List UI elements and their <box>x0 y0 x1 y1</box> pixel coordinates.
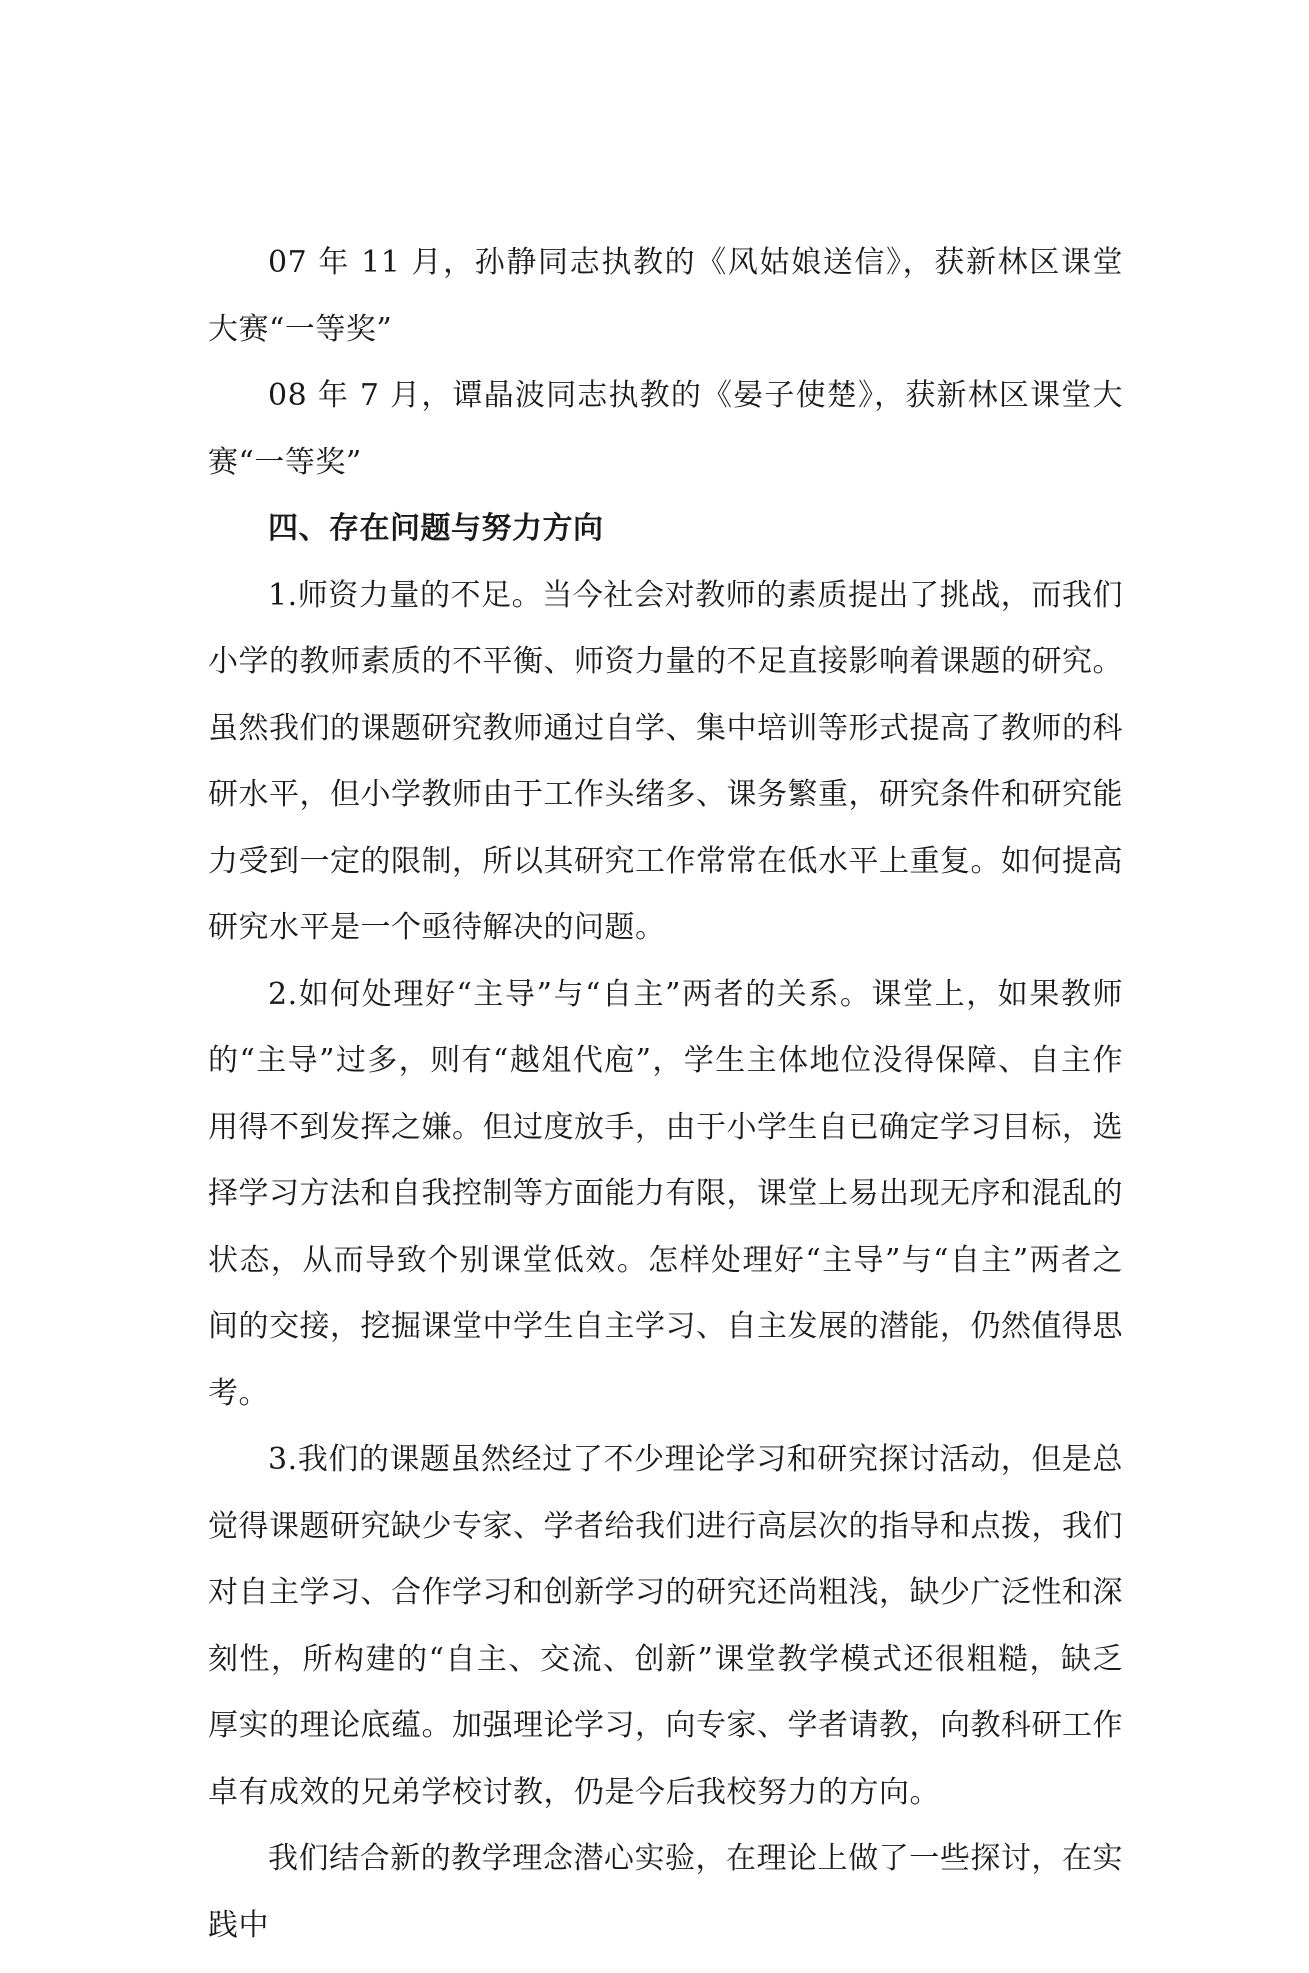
problem-item-2: 2.如何处理好“主导”与“自主”两者的关系。课堂上，如果教师的“主导”过多，则有“越俎代庖”，学生主体地位没得保障、自主作用得不到发挥之嫌。但过度放手，由于小学生自已确定学习目标，选择学习方法和自我控制等方面能力有限，课堂上易出现无序和混乱的状态，从而导致个别课堂低效。怎样处理好“主导”与“自主”两者之间的交接，挖掘课堂中学生自主学习、自主发展的潜能，仍然值得思考。 <box>208 976 1123 1411</box>
section-heading: 四、存在问题与努力方向 <box>268 511 604 546</box>
award-paragraph-1: 07 年 11 月，孙静同志执教的《风姑娘送信》，获新林区课堂大赛“一等奖” <box>208 245 1123 347</box>
award-paragraph-2: 08 年 7 月，谭晶波同志执教的《晏子使楚》，获新林区课堂大赛“一等奖” <box>208 378 1123 480</box>
problem-item-3: 3.我们的课题虽然经过了不少理论学习和研究探讨活动，但是总觉得课题研究缺少专家、学者给我们进行高层次的指导和点拨，我们对自主学习、合作学习和创新学习的研究还尚粗浅，缺少广泛性和深刻性，所构建的“自主、交流、创新”课堂教学模式还很粗糙，缺乏厚实的理论底蕴。加强理论学习，向专家、学者请教，向教科研工作卓有成效的兄弟学校讨教，仍是今后我校努力的方向。 <box>208 1442 1123 1810</box>
problem-item-1: 1.师资力量的不足。当今社会对教师的素质提出了挑战，而我们小学的教师素质的不平衡、师资力量的不足直接影响着课题的研究。虽然我们的课题研究教师通过自学、集中培训等形式提高了教师的科研水平，但小学教师由于工作头绪多、课务繁重，研究条件和研究能力受到一定的限制，所以其研究工作常常在低水平上重复。如何提高研究水平是一个亟待解决的问题。 <box>208 577 1123 945</box>
closing-paragraph: 我们结合新的教学理念潜心实验，在理论上做了一些探讨，在实践中 <box>208 1841 1123 1943</box>
document-body <box>208 230 1123 1959</box>
